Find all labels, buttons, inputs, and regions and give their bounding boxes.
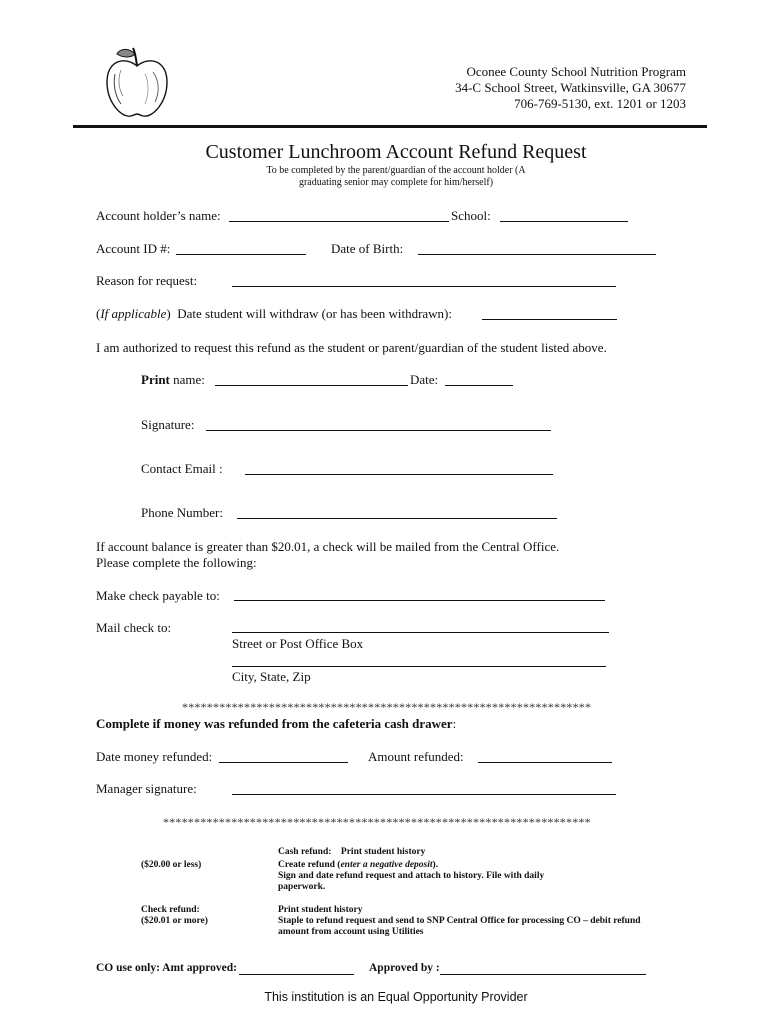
school-label: School:: [451, 208, 491, 223]
date-label: Date:: [410, 372, 439, 387]
manager-signature-label: Manager signature:: [96, 781, 197, 796]
phone-label: Phone Number:: [141, 505, 223, 520]
authorization-statement: I am authorized to request this refund as the student or parent/guardian of the student listed above.: [96, 340, 607, 355]
if-applicable-text: If applicable: [100, 306, 167, 321]
create-refund-a: Create refund (: [278, 860, 341, 870]
phone-field[interactable]: [237, 518, 557, 519]
check-amount: ($20.01 or more): [141, 916, 208, 926]
check-print-history: Print student history: [278, 905, 363, 915]
cafeteria-heading: [96, 716, 456, 732]
print-name-label: [141, 372, 205, 388]
date-field[interactable]: [445, 385, 513, 386]
street-field[interactable]: [232, 632, 609, 633]
org-phone: 706-769-5130, ext. 1201 or 1203: [514, 96, 686, 111]
org-address: 34-C School Street, Watkinsville, GA 30677: [455, 80, 686, 95]
staple-line1: Staple to refund request and send to SNP Central Office for processing CO – debit refund: [278, 916, 641, 926]
print-bold: Print: [141, 372, 170, 387]
subtitle-line1: To be completed by the parent/guardian of the account holder (A: [266, 165, 526, 176]
separator-stars-2: *********************************************************************: [163, 815, 591, 829]
check-info-line1: If account balance is greater than $20.01, a check will be mailed from the Central Office.: [96, 539, 560, 554]
signature-field[interactable]: [206, 430, 551, 431]
approved-by-field[interactable]: [440, 974, 646, 975]
sign-date-line1: Sign and date refund request and attach to history. File with daily: [278, 871, 545, 881]
separator-stars-1: ******************************************************************: [182, 700, 592, 714]
school-field[interactable]: [500, 221, 628, 222]
withdraw-field[interactable]: [482, 319, 617, 320]
date-refunded-label: Date money refunded:: [96, 749, 213, 764]
reason-label: Reason for request:: [96, 273, 198, 288]
page-title: Customer Lunchroom Account Refund Request: [205, 141, 587, 163]
email-field[interactable]: [245, 474, 553, 475]
cash-print-history: Print student history: [340, 847, 426, 857]
dob-field[interactable]: [418, 254, 656, 255]
create-refund-b: ).: [432, 860, 439, 870]
amt-approved-label: CO use only: Amt approved:: [96, 962, 237, 974]
subtitle-line2: graduating senior may complete for him/herself): [298, 177, 494, 188]
print-name-rest: name:: [169, 372, 205, 387]
date-refunded-field[interactable]: [219, 762, 348, 763]
create-refund-italic: enter a negative deposit: [340, 860, 433, 870]
amount-refunded-label: Amount refunded:: [368, 749, 464, 764]
manager-signature-field[interactable]: [232, 794, 616, 795]
header-rule: [73, 125, 707, 128]
cafeteria-heading-text: Complete if money was refunded from the cafeteria cash drawer: [96, 716, 453, 731]
cash-refund-line: [278, 846, 425, 858]
print-name-field[interactable]: [215, 385, 408, 386]
city-caption: City, State, Zip: [232, 669, 311, 684]
withdraw-text: Date student will withdraw (or has been withdrawn):: [177, 306, 452, 321]
check-info-line2: Please complete the following:: [96, 555, 257, 570]
amount-refunded-field[interactable]: [478, 762, 612, 763]
approved-by-label: Approved by :: [369, 962, 440, 974]
cash-refund-label: Cash refund:: [278, 847, 332, 857]
cash-amount: ($20.00 or less): [141, 860, 202, 870]
account-holder-label: Account holder’s name:: [96, 208, 221, 223]
street-caption: Street or Post Office Box: [232, 636, 364, 651]
org-name: Oconee County School Nutrition Program: [466, 64, 686, 79]
equal-opportunity-footer: This institution is an Equal Opportunity Provider: [264, 990, 528, 1004]
payable-label: Make check payable to:: [96, 588, 220, 603]
signature-label: Signature:: [141, 417, 195, 432]
reason-field[interactable]: [232, 286, 616, 287]
payable-field[interactable]: [234, 600, 605, 601]
cafeteria-heading-colon: :: [452, 716, 457, 731]
account-holder-field[interactable]: [229, 221, 449, 222]
amt-approved-field[interactable]: [239, 974, 354, 975]
withdraw-label: (If applicable) Date student will withdraw (or has been withdrawn):: [96, 306, 452, 321]
check-refund-label: Check refund:: [141, 905, 200, 915]
staple-line2: amount from account using Utilities: [278, 927, 424, 937]
apple-logo: [103, 44, 171, 120]
sign-date-line2: paperwork.: [278, 882, 326, 892]
dob-label: Date of Birth:: [331, 241, 404, 256]
account-id-label: Account ID #:: [96, 241, 171, 256]
city-field[interactable]: [232, 666, 606, 667]
email-label: Contact Email :: [141, 461, 223, 476]
mail-label: Mail check to:: [96, 620, 172, 635]
account-id-field[interactable]: [176, 254, 306, 255]
